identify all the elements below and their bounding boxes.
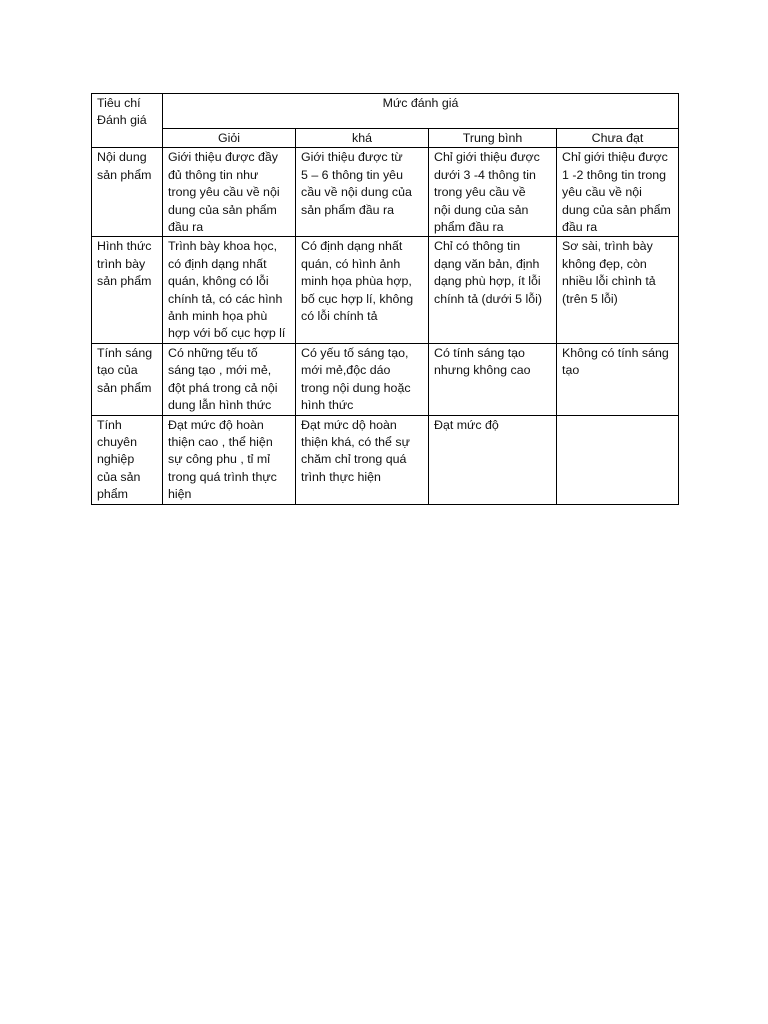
level-header-cell: khá [296, 129, 429, 148]
evaluation-rubric-table [91, 93, 679, 505]
levels-title-cell: Mức đánh giá [163, 94, 679, 129]
table-cell [557, 415, 679, 504]
table-cell: Không có tính sáng tạo [557, 343, 679, 415]
table-row [92, 343, 679, 415]
level-header-cell: Chưa đạt [557, 129, 679, 148]
table-row [92, 415, 679, 504]
table-cell: Giới thiệu được đầy đủ thông tin như trong yêu cầu về nội dung của sản phẩm đầu ra [163, 148, 296, 237]
header-row [92, 94, 679, 129]
table-row [92, 148, 679, 237]
criterion-cell: Tính chuyên nghiệp của sản phẩm [92, 415, 163, 504]
table-cell: Có yếu tố sáng tạo, mới mẻ,độc dáo trong nội dung hoặc hình thức [296, 343, 429, 415]
table-cell: Chỉ có thông tin dạng văn bản, định dạng phù hợp, ít lỗi chính tả (dưới 5 lỗi) [429, 237, 557, 343]
criterion-cell: Tính sáng tạo của sản phẩm [92, 343, 163, 415]
table-row [92, 237, 679, 343]
table-cell: Đạt mức độ hoàn thiện cao , thể hiện sự công phu , tỉ mỉ trong quá trình thực hiện [163, 415, 296, 504]
levels-header-row [92, 129, 679, 148]
table-cell: Trình bày khoa học, có định dạng nhất quán, không có lỗi chính tả, có các hình ảnh minh họa phù hợp với bố cục hợp lí [163, 237, 296, 343]
level-header-cell: Trung bình [429, 129, 557, 148]
criterion-cell: Nội dung sản phẩm [92, 148, 163, 237]
table-cell: Chỉ giới thiệu được 1 -2 thông tin trong yêu cầu về nội dung của sản phẩm đầu ra [557, 148, 679, 237]
table-cell: Có tính sáng tạo nhưng không cao [429, 343, 557, 415]
table-cell: Giới thiệu được từ 5 – 6 thông tin yêu cầu về nội dung của sản phẩm đầu ra [296, 148, 429, 237]
criteria-header-cell: Tiêu chí Đánh giá [92, 94, 163, 148]
table-cell: Có những tếu tố sáng tạo , mới mẻ, đột phá trong cả nội dung lẫn hình thức [163, 343, 296, 415]
criterion-cell: Hình thức trình bày sản phẩm [92, 237, 163, 343]
table-cell: Chỉ giới thiệu được dưới 3 -4 thông tin trong yêu cầu về nội dung của sản phẩm đầu ra [429, 148, 557, 237]
table-cell: Đạt mức độ [429, 415, 557, 504]
table-cell: Có định dạng nhất quán, có hình ảnh minh họa phùa hợp, bố cục hợp lí, không có lỗi chính tả [296, 237, 429, 343]
level-header-cell: Giỏi [163, 129, 296, 148]
table-cell: Đạt mức dộ hoàn thiện khá, có thể sự chăm chỉ trong quá trình thực hiện [296, 415, 429, 504]
table-cell: Sơ sài, trình bày không đẹp, còn nhiều lỗi chình tả (trên 5 lỗi) [557, 237, 679, 343]
